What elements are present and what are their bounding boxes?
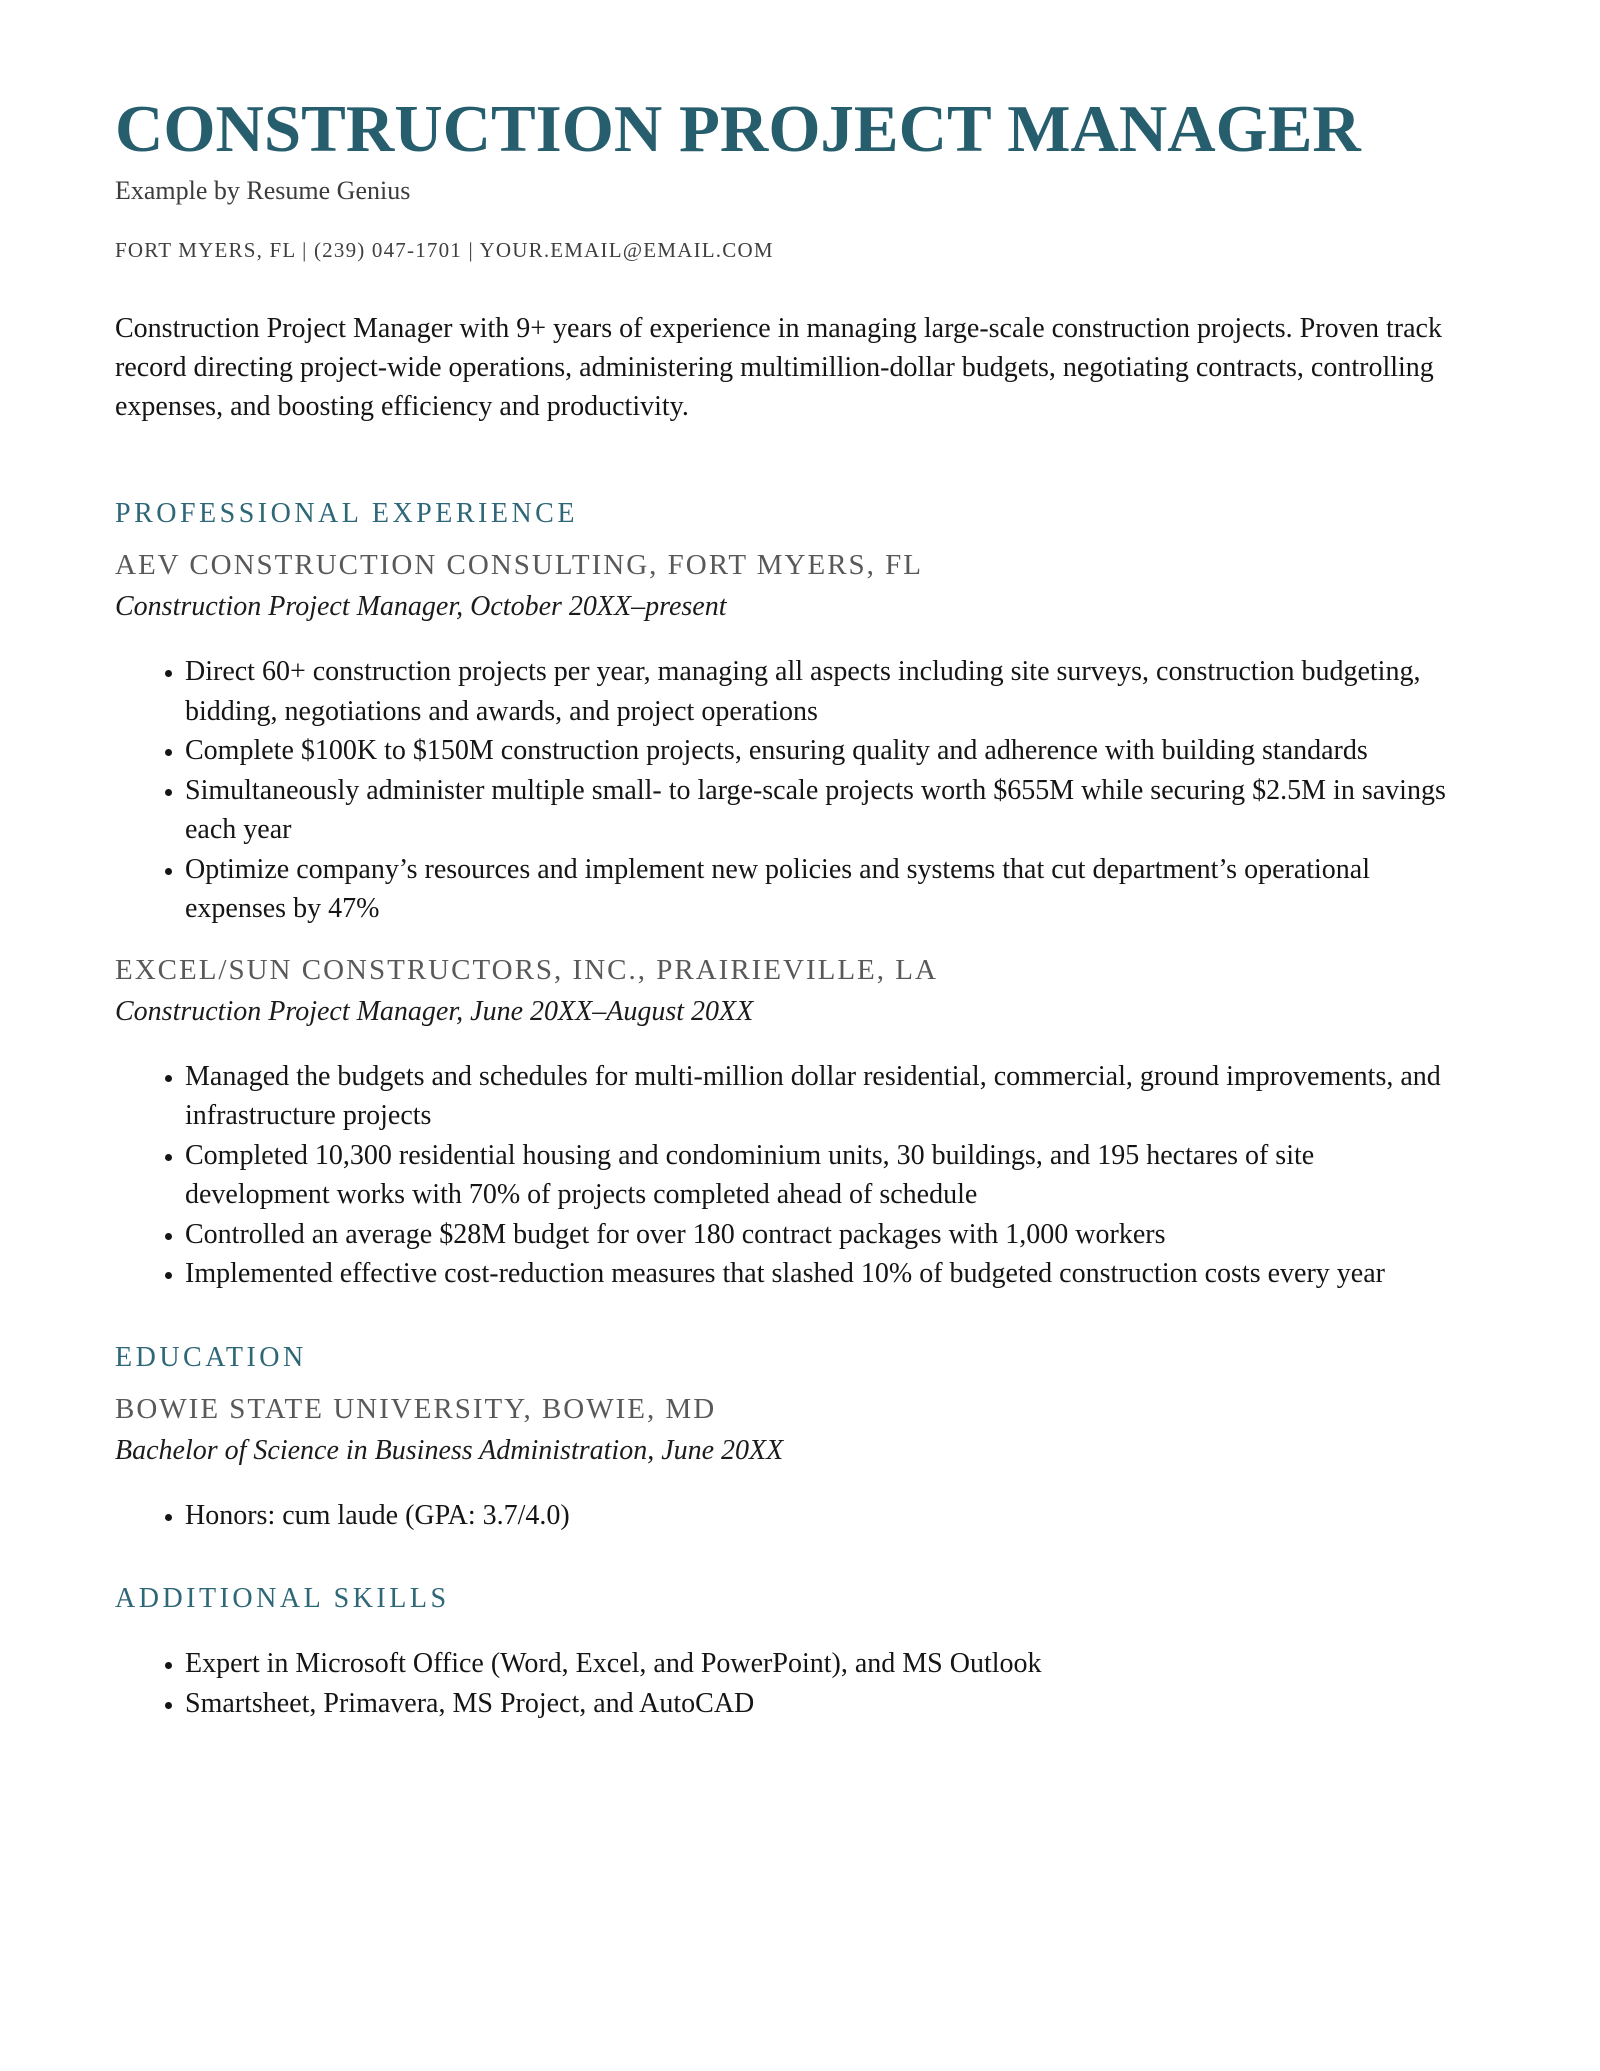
bullet-item: • Managed the budgets and schedules for multi-million dollar residential, commercial, ground improvements, and infrastructure projects bbox=[185, 1057, 1460, 1136]
resume-header bbox=[115, 93, 1460, 263]
bullet-item: • Expert in Microsoft Office (Word, Excel, and PowerPoint), and MS Outlook bbox=[185, 1644, 1460, 1684]
bullet-item: • Completed 10,300 residential housing and condominium units, 30 buildings, and 195 hectares of site development works with 70% of projects completed ahead of schedule bbox=[185, 1136, 1460, 1215]
degree-line: Bachelor of Science in Business Administration, June 20XX bbox=[115, 1434, 784, 1466]
section-heading-skills: ADDITIONAL SKILLS bbox=[115, 1583, 450, 1615]
bullet-item: • Smartsheet, Primavera, MS Project, and AutoCAD bbox=[185, 1684, 1460, 1724]
bullet-item: • Honors: cum laude (GPA: 3.7/4.0) bbox=[185, 1496, 1460, 1536]
job-role: Construction Project Manager, October 20XX–present bbox=[115, 591, 727, 623]
job-entry-excel-sun bbox=[115, 951, 1460, 1294]
school-name: BOWIE STATE UNIVERSITY, BOWIE, MD bbox=[115, 1392, 717, 1425]
job-entry-aev bbox=[115, 546, 1460, 929]
job-bullet-list bbox=[115, 652, 1460, 929]
bullet-item: • Optimize company’s resources and implement new policies and systems that cut department’s operational expenses by 47% bbox=[185, 850, 1460, 929]
education-bullet-list bbox=[115, 1496, 1460, 1536]
company-name: EXCEL/SUN CONSTRUCTORS, INC., PRAIRIEVILLE, LA bbox=[115, 953, 938, 986]
job-bullet-list bbox=[115, 1057, 1460, 1294]
bullet-item: • Controlled an average $28M budget for over 180 contract packages with 1,000 workers bbox=[185, 1215, 1460, 1255]
section-heading-education: EDUCATION bbox=[115, 1341, 307, 1373]
page-title: CONSTRUCTION PROJECT MANAGER bbox=[115, 92, 1361, 166]
byline: Example by Resume Genius bbox=[115, 176, 411, 206]
summary-paragraph: Construction Project Manager with 9+ years of experience in managing large-scale construction projects. Proven track record directing project-wide operations, administering multimillion-dollar budgets, negotiating contracts, controlling expenses, and boosting efficiency and productivity. bbox=[115, 313, 1442, 423]
section-additional-skills bbox=[115, 1581, 1460, 1723]
section-education bbox=[115, 1340, 1460, 1536]
skills-bullet-list bbox=[115, 1644, 1460, 1723]
bullet-item: • Direct 60+ construction projects per year, managing all aspects including site surveys, construction budgeting, bidding, negotiations and awards, and project operations bbox=[185, 652, 1460, 731]
company-name: AEV CONSTRUCTION CONSULTING, FORT MYERS, FL bbox=[115, 549, 924, 582]
section-professional-experience bbox=[115, 496, 1460, 1294]
bullet-item: • Implemented effective cost-reduction measures that slashed 10% of budgeted construction costs every year bbox=[185, 1254, 1460, 1294]
job-role: Construction Project Manager, June 20XX–August 20XX bbox=[115, 995, 754, 1027]
section-heading-experience: PROFESSIONAL EXPERIENCE bbox=[115, 498, 578, 530]
bullet-item: • Complete $100K to $150M construction projects, ensuring quality and adherence with building standards bbox=[185, 731, 1460, 771]
bullet-item: • Simultaneously administer multiple small- to large-scale projects worth $655M while securing $2.5M in savings each year bbox=[185, 771, 1460, 850]
contact-line: FORT MYERS, FL | (239) 047-1701 | YOUR.EMAIL@EMAIL.COM bbox=[115, 238, 774, 263]
